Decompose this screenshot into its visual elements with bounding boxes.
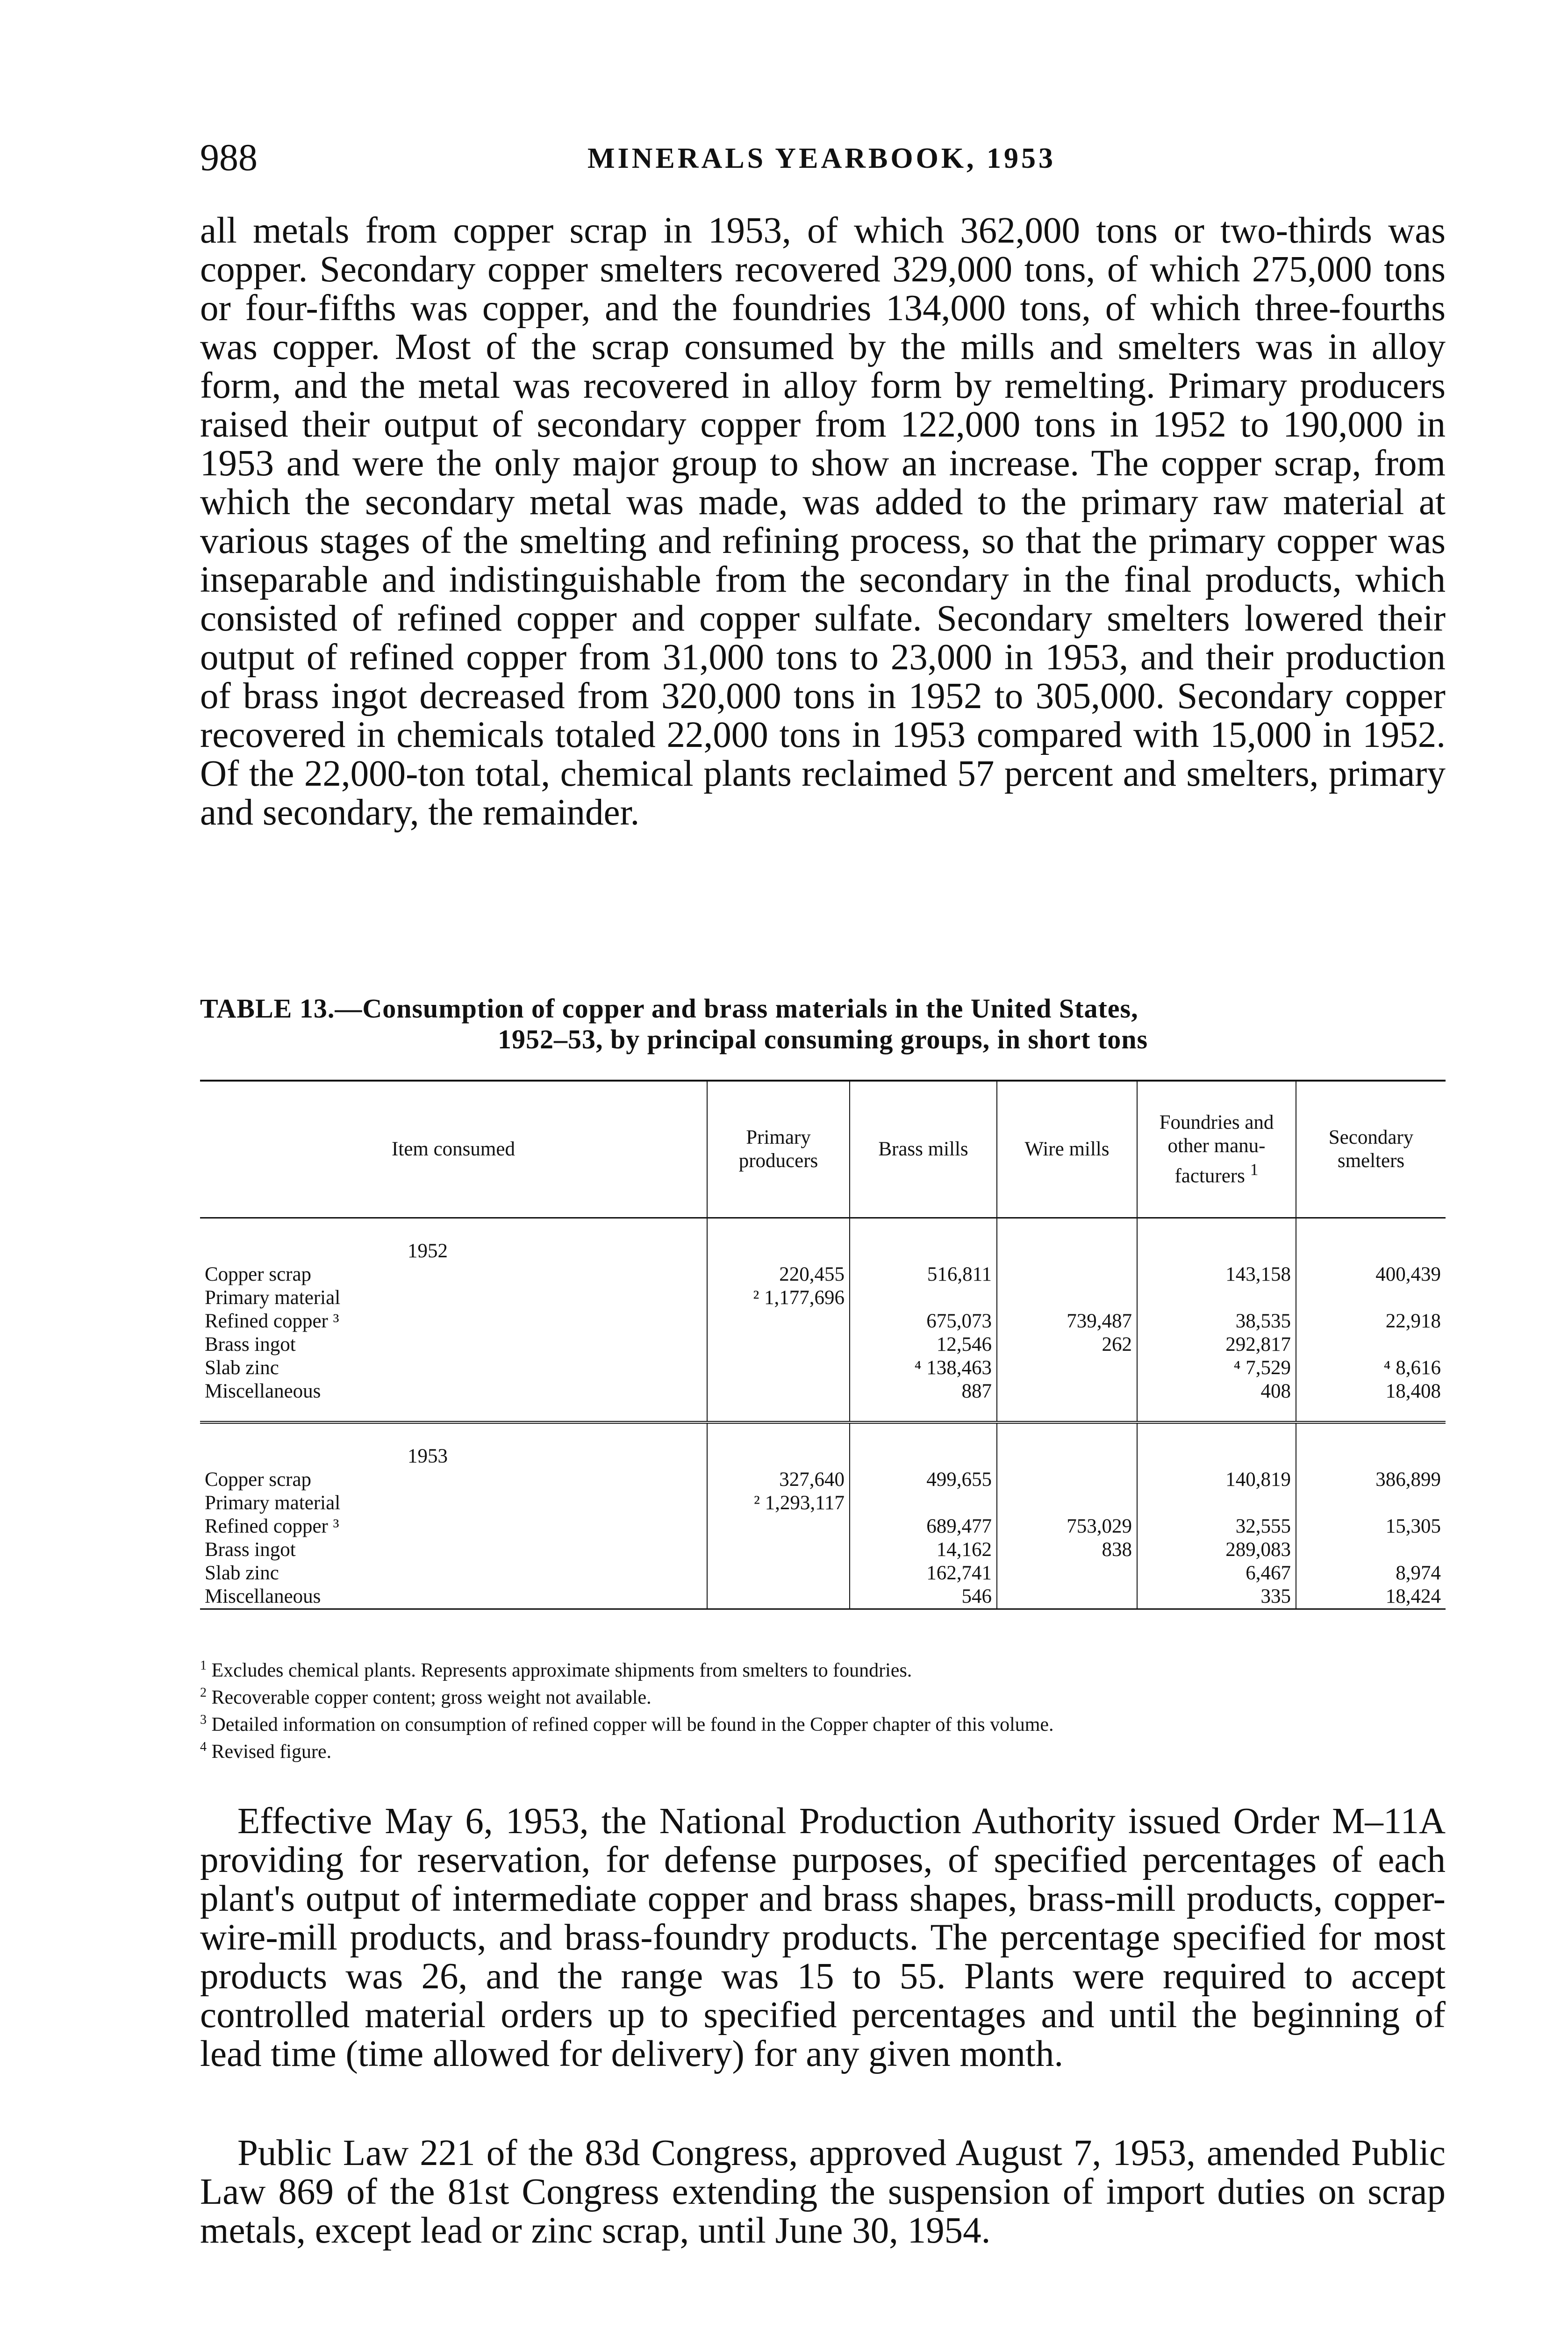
footnote [200, 1736, 1446, 1763]
consumption-table [200, 1080, 1446, 1610]
secondary-cell [1296, 1333, 1446, 1356]
wire-cell [997, 1491, 1137, 1515]
secondary-cell: 386,899 [1296, 1468, 1446, 1491]
running-head [200, 136, 1443, 182]
footnote-mark: 2 [200, 1685, 207, 1700]
running-title: MINERALS YEARBOOK, 1953 [587, 143, 1056, 174]
primary-cell [707, 1356, 850, 1380]
primary-cell: ² 1,177,696 [707, 1286, 850, 1310]
item-cell: Copper scrap [205, 1263, 312, 1285]
header-brass-mills: Brass mills [850, 1081, 997, 1218]
brass-cell: 675,073 [850, 1310, 997, 1333]
foundries-cell: 6,467 [1137, 1562, 1296, 1585]
header-secondary-smelters: Secondary smelters [1296, 1081, 1446, 1218]
table-header-row [200, 1081, 1446, 1218]
foundries-cell: 289,083 [1137, 1538, 1296, 1562]
item-cell: Refined copper ³ [205, 1310, 339, 1332]
brass-cell: 14,162 [850, 1538, 997, 1562]
primary-cell [707, 1310, 850, 1333]
header-primary-producers: Primary producers [707, 1081, 850, 1218]
year-label: 1952 [408, 1240, 448, 1262]
table-caption-line-2: 1952–53, by principal consuming groups, in short tons [497, 1024, 1148, 1054]
header-wire-mills: Wire mills [997, 1081, 1137, 1218]
footnote-text: Revised figure. [211, 1741, 332, 1763]
brass-cell: 162,741 [850, 1562, 997, 1585]
item-cell: Copper scrap [205, 1469, 312, 1491]
primary-cell: 220,455 [707, 1263, 850, 1286]
body-paragraph: all metals from copper scrap in 1953, of which 362,000 tons or two-thirds was copper. Secondary copper smelters recovered 329,000 tons, of which 275,000 tons or four-fifths was copper, and the foundries 134,000 tons, of which three-fourths was copper. Most of the scrap consumed by the mills and smelters was in alloy form, and the metal was recovered in alloy form by remelting. Primary producers raised their output of secondary copper from 122,000 tons in 1952 to 190,000 in 1953 and were the only major group to show an increase. The copper scrap, from which the secondary metal was made, was added to the primary raw material at various stages of the smelting and refining process, so that the primary copper was inseparable and indistinguishable from the secondary in the final products, which consisted of refined copper and copper sulfate. Secondary smelters lowered their output of refined copper from 31,000 tons to 23,000 in 1953, and their production of brass ingot decreased from 320,000 tons in 1952 to 305,000. Secondary copper recovered in chemicals totaled 22,000 tons in 1953 compared with 15,000 in 1952. Of the 22,000-ton total, chemical plants reclaimed 57 percent and smelters, primary and secondary, the remainder. [200, 210, 1446, 833]
wire-cell: 739,487 [997, 1310, 1137, 1333]
wire-cell [997, 1468, 1137, 1491]
footnote [200, 1682, 1446, 1709]
table-caption [200, 993, 1446, 1055]
secondary-cell: 22,918 [1296, 1310, 1446, 1333]
foundries-cell: 38,535 [1137, 1310, 1296, 1333]
primary-cell: 327,640 [707, 1468, 850, 1491]
primary-cell [707, 1585, 850, 1609]
page-number: 988 [200, 136, 258, 179]
footnote-text: Recoverable copper content; gross weight not available. [211, 1687, 652, 1708]
header-foundries-label: Foundries and other manu-facturers [1159, 1111, 1274, 1187]
secondary-cell: 8,974 [1296, 1562, 1446, 1585]
brass-cell: ⁴ 138,463 [850, 1356, 997, 1380]
foundries-cell: 32,555 [1137, 1515, 1296, 1538]
foundries-cell: ⁴ 7,529 [1137, 1356, 1296, 1380]
secondary-cell: 400,439 [1296, 1263, 1446, 1286]
secondary-cell: 18,408 [1296, 1380, 1446, 1403]
wire-cell [997, 1585, 1137, 1609]
secondary-cell [1296, 1491, 1446, 1515]
item-cell: Refined copper ³ [205, 1515, 339, 1537]
primary-cell [707, 1562, 850, 1585]
table-row [200, 1380, 1446, 1403]
secondary-cell: 15,305 [1296, 1515, 1446, 1538]
footnote-mark: 4 [200, 1740, 207, 1754]
table-row [200, 1333, 1446, 1356]
secondary-cell [1296, 1286, 1446, 1310]
secondary-cell [1296, 1538, 1446, 1562]
brass-cell: 546 [850, 1585, 997, 1609]
table-row [200, 1562, 1446, 1585]
primary-cell [707, 1380, 850, 1403]
brass-cell [850, 1286, 997, 1310]
primary-cell [707, 1333, 850, 1356]
wire-cell: 262 [997, 1333, 1137, 1356]
foundries-cell [1137, 1491, 1296, 1515]
secondary-cell: ⁴ 8,616 [1296, 1356, 1446, 1380]
wire-cell [997, 1263, 1137, 1286]
year-row-1952 [200, 1218, 1446, 1263]
primary-cell [707, 1538, 850, 1562]
table-row [200, 1538, 1446, 1562]
body-paragraph: Public Law 221 of the 83d Congress, approved August 7, 1953, amended Public Law 869 of the 81st Congress extending the suspension of import duties on scrap metals, except lead or zinc scrap, until June 30, 1954. [200, 2133, 1446, 2251]
foundries-cell: 140,819 [1137, 1468, 1296, 1491]
wire-cell [997, 1286, 1137, 1310]
brass-cell: 12,546 [850, 1333, 997, 1356]
secondary-cell: 18,424 [1296, 1585, 1446, 1609]
item-cell: Primary material [205, 1492, 341, 1514]
table-row [200, 1585, 1446, 1609]
wire-cell: 753,029 [997, 1515, 1137, 1538]
foundries-cell: 335 [1137, 1585, 1296, 1609]
header-item-consumed: Item consumed [200, 1081, 707, 1218]
foundries-cell [1137, 1286, 1296, 1310]
footnote-mark: 1 [200, 1658, 207, 1673]
item-cell: Brass ingot [205, 1539, 296, 1561]
wire-cell [997, 1380, 1137, 1403]
foundries-cell: 408 [1137, 1380, 1296, 1403]
footnote-mark: 3 [200, 1713, 207, 1727]
brass-cell: 516,811 [850, 1263, 997, 1286]
table-row [200, 1356, 1446, 1380]
item-cell: Slab zinc [205, 1357, 279, 1379]
year-separator [200, 1403, 1446, 1422]
wire-cell [997, 1356, 1137, 1380]
footnote-text: Detailed information on consumption of refined copper will be found in the Copper chapter of this volume. [211, 1714, 1054, 1735]
brass-cell: 887 [850, 1380, 997, 1403]
brass-cell: 689,477 [850, 1515, 997, 1538]
table-row [200, 1263, 1446, 1286]
year-row-1953 [200, 1422, 1446, 1468]
year-label: 1953 [408, 1445, 448, 1467]
brass-cell: 499,655 [850, 1468, 997, 1491]
item-cell: Miscellaneous [205, 1380, 321, 1402]
table-row [200, 1491, 1446, 1515]
table-row [200, 1468, 1446, 1491]
foundries-cell: 292,817 [1137, 1333, 1296, 1356]
table-footnotes [200, 1655, 1446, 1763]
wire-cell [997, 1562, 1137, 1585]
header-foundries [1137, 1081, 1296, 1218]
body-paragraph: Effective May 6, 1953, the National Production Authority issued Order M–11A providing for reservation, for defense purposes, of specified percentages of each plant's output of intermediate copper and brass shapes, brass-mill products, copper-wire-mill products, and brass-foundry products. The percentage specified for most products was 26, and the range was 15 to 55. Plants were required to accept controlled material orders up to specified percentages and until the beginning of lead time (time allowed for delivery) for any given month. [200, 1801, 1446, 2074]
footnote [200, 1655, 1446, 1682]
table-row [200, 1286, 1446, 1310]
item-cell: Brass ingot [205, 1333, 296, 1355]
table-row [200, 1310, 1446, 1333]
brass-cell [850, 1491, 997, 1515]
primary-cell: ² 1,293,117 [707, 1491, 850, 1515]
footnote [200, 1709, 1446, 1736]
item-cell: Miscellaneous [200, 1585, 707, 1609]
footnote-text: Excludes chemical plants. Represents approximate shipments from smelters to foundries. [211, 1660, 912, 1681]
table-caption-line-1: TABLE 13.—Consumption of copper and brass materials in the United States, [200, 993, 1138, 1024]
item-cell: Primary material [205, 1287, 341, 1309]
foundries-cell: 143,158 [1137, 1263, 1296, 1286]
primary-cell [707, 1515, 850, 1538]
footnote-mark: 1 [1250, 1160, 1259, 1179]
item-cell: Slab zinc [205, 1562, 279, 1584]
table [200, 1080, 1446, 1610]
wire-cell: 838 [997, 1538, 1137, 1562]
table-row [200, 1515, 1446, 1538]
